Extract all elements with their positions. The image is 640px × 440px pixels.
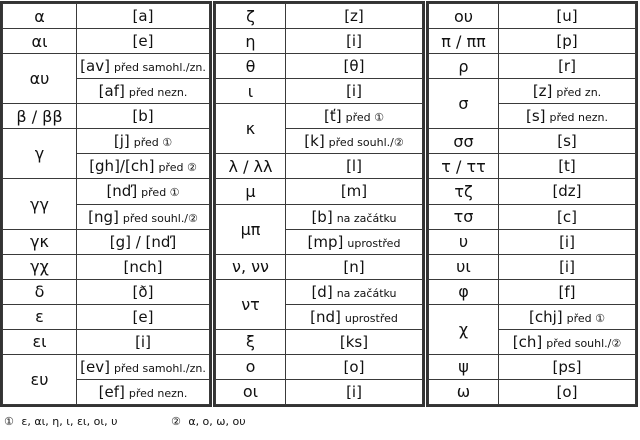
pronunciation-cell xyxy=(77,379,210,404)
pronunciation-value: [af] xyxy=(98,82,125,101)
greek-letter: δ xyxy=(34,282,45,302)
legend-1-marker: ① xyxy=(4,415,14,428)
pronunciation-cell xyxy=(499,104,636,129)
greek-letter-cell xyxy=(216,354,286,379)
pronunciation-value: [i] xyxy=(559,232,575,251)
table-row xyxy=(3,304,210,329)
pronunciation-cell xyxy=(286,379,423,404)
pronunciation-value: [e] xyxy=(132,307,154,326)
pronunciation-value: [s] xyxy=(525,107,546,126)
greek-letter: οι xyxy=(242,382,259,402)
pronunciation-cell xyxy=(499,129,636,154)
greek-letter: η xyxy=(245,31,256,51)
pronunciation-note: uprostřed xyxy=(347,236,401,250)
pronunciation-cell xyxy=(499,229,636,254)
greek-letter-cell xyxy=(429,254,499,279)
greek-letter: σ xyxy=(458,94,469,114)
pronunciation-cell xyxy=(499,279,636,304)
greek-letter-cell xyxy=(3,354,77,404)
greek-letter-cell xyxy=(3,54,77,104)
pronunciation-cell xyxy=(77,254,210,279)
pronunciation-value: [l] xyxy=(346,157,362,176)
pronunciation-value: [n] xyxy=(343,257,365,276)
legend-2-marker: ② xyxy=(170,415,181,428)
pronunciation-note: před souhl./② xyxy=(546,336,622,350)
greek-letter-cell xyxy=(3,329,77,354)
legend-2-text: α, ο, ω, ου xyxy=(188,415,246,428)
table-row xyxy=(3,54,210,79)
pronunciation-note: před souhl./② xyxy=(328,136,404,150)
greek-letter: σσ xyxy=(453,131,474,151)
pronunciation-cell xyxy=(499,29,636,54)
pronunciation-value: [o] xyxy=(556,382,578,401)
greek-letter: β / ββ xyxy=(16,106,63,126)
pronunciation-cell xyxy=(77,129,210,154)
greek-letter: γ xyxy=(34,144,45,164)
pronunciation-value: [ng] xyxy=(88,207,119,226)
table-row xyxy=(3,104,210,129)
greek-letter-cell xyxy=(216,79,286,104)
pronunciation-cell xyxy=(286,54,423,79)
greek-letter-cell xyxy=(429,204,499,229)
greek-letter-cell xyxy=(216,104,286,154)
greek-letter: ε xyxy=(35,307,44,327)
table-row xyxy=(429,279,636,304)
pronunciation-value: [k] xyxy=(304,132,325,151)
pronunciation-value: [i] xyxy=(346,32,362,51)
pronunciation-note: uprostřed xyxy=(344,311,398,325)
greek-letter-cell xyxy=(3,29,77,54)
table-row xyxy=(429,129,636,154)
pronunciation-value: [av] xyxy=(80,57,110,76)
pronunciation-cell xyxy=(77,29,210,54)
table-panel-2 xyxy=(213,1,425,407)
pronunciation-value: [g] / [nď] xyxy=(109,232,177,251)
table-row xyxy=(216,254,423,279)
pronunciation-table-2 xyxy=(215,3,423,405)
table-row xyxy=(429,179,636,204)
pronunciation-cell xyxy=(499,204,636,229)
greek-letter: ζ xyxy=(246,6,255,26)
pronunciation-cell xyxy=(77,154,210,179)
greek-letter-cell xyxy=(3,179,77,229)
greek-letter: αυ xyxy=(29,69,50,89)
greek-letter: λ / λλ xyxy=(228,156,273,176)
pronunciation-cell xyxy=(77,204,210,229)
pronunciation-value: [d] xyxy=(311,282,333,301)
pronunciation-value: [ef] xyxy=(98,382,125,401)
pronunciation-cell xyxy=(499,54,636,79)
table-row xyxy=(429,29,636,54)
greek-letter-cell xyxy=(216,279,286,329)
table-row xyxy=(3,29,210,54)
pronunciation-cell xyxy=(499,179,636,204)
greek-letter-cell xyxy=(429,129,499,154)
pronunciation-value: [u] xyxy=(556,7,578,26)
pronunciation-cell xyxy=(499,354,636,379)
pronunciation-value: [nď] xyxy=(106,182,138,201)
pronunciation-note: před ① xyxy=(133,136,173,150)
greek-letter: ν, νν xyxy=(232,257,269,277)
pronunciation-note: před nezn. xyxy=(549,111,609,125)
pronunciation-value: [r] xyxy=(558,57,576,76)
pronunciation-value: [gh]/[ch] xyxy=(89,157,155,176)
table-row xyxy=(3,129,210,154)
pronunciation-value: [t] xyxy=(558,157,576,176)
pronunciation-cell xyxy=(77,279,210,304)
greek-letter: ει xyxy=(32,332,47,352)
pronunciation-cell xyxy=(286,129,423,154)
pronunciation-value: [ť] xyxy=(324,107,342,126)
greek-letter-cell xyxy=(3,229,77,254)
table-row xyxy=(216,104,423,129)
table-row xyxy=(3,279,210,304)
greek-letter-cell xyxy=(216,154,286,179)
pronunciation-cell xyxy=(286,254,423,279)
pronunciation-value: [z] xyxy=(532,82,553,101)
pronunciation-value: [b] xyxy=(132,107,154,126)
table-row xyxy=(429,354,636,379)
greek-letter-cell xyxy=(429,4,499,29)
table-row xyxy=(429,79,636,104)
pronunciation-cell xyxy=(286,229,423,254)
pronunciation-value: [e] xyxy=(132,32,154,51)
pronunciation-value: [ð] xyxy=(132,282,154,301)
greek-letter: ω xyxy=(456,382,471,402)
greek-letter: μ xyxy=(245,181,256,201)
pronunciation-value: [ps] xyxy=(552,357,582,376)
greek-letter-cell xyxy=(216,329,286,354)
table-row xyxy=(3,179,210,204)
pronunciation-note: na začátku xyxy=(336,286,397,300)
greek-letter-cell xyxy=(216,254,286,279)
pronunciation-cell xyxy=(77,329,210,354)
table-row xyxy=(429,154,636,179)
pronunciation-note: před ① xyxy=(566,311,605,325)
pronunciation-value: [dz] xyxy=(552,182,582,201)
greek-letter-cell xyxy=(3,279,77,304)
greek-letter-cell xyxy=(429,354,499,379)
pronunciation-note: před nezn. xyxy=(128,86,188,100)
greek-letter-cell xyxy=(216,379,286,404)
table-row xyxy=(429,4,636,29)
greek-letter-cell xyxy=(216,204,286,254)
greek-letter-cell xyxy=(429,79,499,129)
greek-letter-cell xyxy=(216,29,286,54)
greek-letter-cell xyxy=(216,179,286,204)
greek-letter: γγ xyxy=(30,194,49,214)
greek-letter: ο xyxy=(245,357,256,377)
greek-letter-cell xyxy=(3,304,77,329)
pronunciation-value: [chj] xyxy=(528,307,563,326)
pronunciation-value: [p] xyxy=(556,32,578,51)
pronunciation-cell xyxy=(499,4,636,29)
pronunciation-note: před zn. xyxy=(556,86,602,100)
pronunciation-cell xyxy=(286,329,423,354)
table-row xyxy=(429,54,636,79)
greek-letter: υ xyxy=(458,232,469,252)
pronunciation-value: [m] xyxy=(340,182,368,201)
pronunciation-cell xyxy=(499,304,636,329)
greek-letter: ξ xyxy=(246,332,255,352)
greek-letter-cell xyxy=(429,304,499,354)
pronunciation-cell xyxy=(77,54,210,79)
pronunciation-cell xyxy=(286,79,423,104)
table-panel-1 xyxy=(0,1,212,407)
table-row xyxy=(429,304,636,329)
table-row xyxy=(216,179,423,204)
pronunciation-cell xyxy=(286,304,423,329)
greek-letter: τ / ττ xyxy=(441,156,486,176)
pronunciation-value: [nd] xyxy=(310,307,341,326)
pronunciation-value: [f] xyxy=(558,282,576,301)
greek-letter: χ xyxy=(458,319,469,339)
pronunciation-cell xyxy=(286,4,423,29)
greek-letter-cell xyxy=(429,229,499,254)
pronunciation-cell xyxy=(286,204,423,229)
pronunciation-value: [θ] xyxy=(343,57,365,76)
pronunciation-note: před samohl./zn. xyxy=(113,361,206,375)
greek-letter: ευ xyxy=(30,369,49,389)
pronunciation-value: [a] xyxy=(132,7,154,26)
pronunciation-cell xyxy=(499,254,636,279)
pronunciation-cell xyxy=(499,329,636,354)
greek-letter-cell xyxy=(429,179,499,204)
table-row xyxy=(216,4,423,29)
table-row xyxy=(3,254,210,279)
table-row xyxy=(429,254,636,279)
greek-letter: ντ xyxy=(241,294,260,314)
pronunciation-note: před samohl./zn. xyxy=(113,61,206,75)
table-row xyxy=(216,279,423,304)
greek-letter-cell xyxy=(429,154,499,179)
pronunciation-value: [o] xyxy=(343,357,365,376)
greek-letter: ψ xyxy=(458,357,469,377)
pronunciation-cell xyxy=(286,179,423,204)
greek-letter-cell xyxy=(216,54,286,79)
table-row xyxy=(216,154,423,179)
greek-letter-cell xyxy=(3,254,77,279)
greek-letter-cell xyxy=(3,4,77,29)
pronunciation-note: před souhl./② xyxy=(122,211,198,225)
pronunciation-cell xyxy=(499,79,636,104)
greek-letter: τζ xyxy=(454,181,473,201)
pronunciation-cell xyxy=(499,154,636,179)
pronunciation-cell xyxy=(286,29,423,54)
pronunciation-value: [ch] xyxy=(512,332,543,351)
greek-letter-cell xyxy=(429,279,499,304)
greek-letter: υι xyxy=(456,257,471,277)
pronunciation-value: [c] xyxy=(557,207,577,226)
table-row xyxy=(216,329,423,354)
pronunciation-cell xyxy=(286,154,423,179)
greek-letter-cell xyxy=(216,4,286,29)
table-row xyxy=(216,79,423,104)
legend-1-text: ε, αι, η, ι, ει, οι, υ xyxy=(21,415,118,428)
greek-letter-cell xyxy=(429,29,499,54)
pronunciation-cell xyxy=(77,354,210,379)
greek-letter: φ xyxy=(458,282,469,302)
pronunciation-note: na začátku xyxy=(336,211,397,225)
table-row xyxy=(3,229,210,254)
pronunciation-value: [i] xyxy=(346,82,362,101)
table-row xyxy=(429,379,636,404)
pronunciation-value: [i] xyxy=(346,382,362,401)
pronunciation-value: [ks] xyxy=(339,332,369,351)
greek-letter: θ xyxy=(245,56,256,76)
pronunciation-cell xyxy=(77,304,210,329)
pronunciation-table-1 xyxy=(2,3,210,405)
greek-letter: κ xyxy=(245,119,256,139)
greek-letter: π / ππ xyxy=(441,31,486,51)
table-row xyxy=(216,379,423,404)
greek-letter-cell xyxy=(3,104,77,129)
pronunciation-value: [nch] xyxy=(123,257,163,276)
table-row xyxy=(216,354,423,379)
table-row xyxy=(216,54,423,79)
pronunciation-cell xyxy=(77,104,210,129)
greek-letter: τσ xyxy=(453,207,474,227)
pronunciation-cell xyxy=(77,4,210,29)
table-row xyxy=(429,229,636,254)
greek-letter-cell xyxy=(3,129,77,179)
pronunciation-value: [b] xyxy=(311,207,333,226)
greek-letter: ου xyxy=(453,6,474,26)
pronunciation-note: před nezn. xyxy=(128,386,188,400)
greek-letter-cell xyxy=(429,379,499,404)
greek-letter: ι xyxy=(247,81,254,101)
pronunciation-cell xyxy=(286,354,423,379)
pronunciation-cell xyxy=(77,179,210,204)
pronunciation-cell xyxy=(286,104,423,129)
pronunciation-note: před ① xyxy=(141,186,180,200)
table-row xyxy=(3,354,210,379)
pronunciation-cell xyxy=(499,379,636,404)
table-row xyxy=(3,4,210,29)
table-row xyxy=(216,204,423,229)
pronunciation-value: [i] xyxy=(559,257,575,276)
greek-letter: μπ xyxy=(240,219,261,239)
pronunciation-value: [ev] xyxy=(80,357,110,376)
greek-letter: γκ xyxy=(30,232,49,252)
pronunciation-value: [mp] xyxy=(307,232,344,251)
pronunciation-note: před ② xyxy=(158,161,197,175)
pronunciation-value: [i] xyxy=(135,332,151,351)
pronunciation-value: [s] xyxy=(557,132,577,151)
pronunciation-table-3 xyxy=(428,3,636,405)
table-panel-3 xyxy=(426,1,638,407)
pronunciation-cell xyxy=(77,79,210,104)
pronunciation-value: [j] xyxy=(113,132,130,151)
table-row xyxy=(3,329,210,354)
pronunciation-cell xyxy=(77,229,210,254)
greek-letter-cell xyxy=(429,54,499,79)
greek-letter: ρ xyxy=(458,56,469,76)
pronunciation-value: [z] xyxy=(344,7,364,26)
pronunciation-note: před ① xyxy=(345,111,384,125)
footnote-legend xyxy=(4,415,250,428)
greek-letter: γχ xyxy=(30,257,49,277)
table-row xyxy=(429,204,636,229)
greek-letter: αι xyxy=(31,31,48,51)
greek-letter: α xyxy=(34,6,45,26)
table-row xyxy=(216,29,423,54)
pronunciation-cell xyxy=(286,279,423,304)
